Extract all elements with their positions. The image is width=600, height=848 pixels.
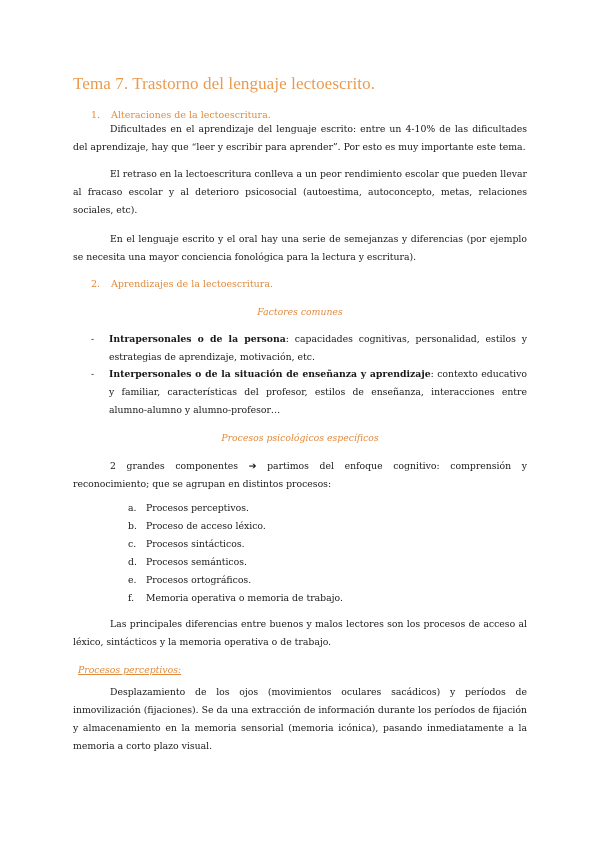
list-item: b. Proceso de acceso léxico. bbox=[128, 521, 266, 532]
subheading-procesos-perceptivos: Procesos perceptivos: bbox=[78, 665, 182, 676]
subheading-factores-comunes: Factores comunes bbox=[257, 307, 343, 318]
section-number: 1. bbox=[91, 110, 101, 121]
list-item: e. Procesos ortográficos. bbox=[128, 575, 252, 586]
paragraph: 2 grandes componentes ➔ partimos del enfoque cognitivo: comprensión y reconocimiento; que se agrupan en distintos procesos: bbox=[73, 461, 527, 490]
paragraph: El retraso en la lectoescritura conlleva a un peor rendimiento escolar que pueden llevar al fracaso escolar y al deterioro psicosocial (autoestima, autoconcepto, metas, relaciones sociales, etc). bbox=[73, 169, 527, 216]
section-label: Aprendizajes de la lectoescritura. bbox=[111, 279, 273, 290]
list-item: c. Procesos sintácticos. bbox=[128, 539, 245, 550]
list-item: - Intrapersonales o de la persona: capacidades cognitivas, personalidad, estilos y estrategias de aprendizaje, motivación, etc. bbox=[91, 334, 527, 363]
section-heading-1 bbox=[91, 110, 271, 121]
section-number: 2. bbox=[91, 279, 101, 290]
paragraph: Las principales diferencias entre buenos y malos lectores son los procesos de acceso al léxico, sintácticos y la memoria operativa o de trabajo. bbox=[73, 619, 527, 648]
list-item: a. Procesos perceptivos. bbox=[128, 503, 249, 514]
paragraph: En el lenguaje escrito y el oral hay una serie de semejanzas y diferencias (por ejemplo se necesita una mayor conciencia fonológica para la lectura y escritura). bbox=[73, 234, 527, 263]
document-title: Tema 7. Trastorno del lenguaje lectoescrito. bbox=[73, 74, 376, 93]
paragraph: Dificultades en el aprendizaje del lenguaje escrito: entre un 4-10% de las dificultades del aprendizaje, hay que “leer y escribir para aprender”. Por esto es muy importante este tema. bbox=[73, 124, 527, 153]
process-list bbox=[128, 500, 343, 608]
list-item: - Interpersonales o de la situación de enseñanza y aprendizaje: contexto educativo y familiar, características del profesor, estilos de enseñanza, interacciones entre alumno-alumno y alumno-profesor… bbox=[91, 369, 528, 416]
subheading-procesos-psicologicos: Procesos psicológicos específicos bbox=[221, 433, 379, 444]
section-heading-2 bbox=[91, 279, 273, 290]
list-item: d. Procesos semánticos. bbox=[128, 557, 247, 568]
section-label: Alteraciones de la lectoescritura. bbox=[111, 110, 271, 121]
paragraph: Desplazamiento de los ojos (movimientos oculares sacádicos) y períodos de inmovilización (fijaciones). Se da una extracción de información durante los períodos de fijación y almacenamiento en la memoria sensorial (memoria icónica), pasando inmediatamente a la memoria a corto plazo visual. bbox=[73, 687, 527, 752]
list-item: f. Memoria operativa o memoria de trabajo. bbox=[128, 593, 343, 604]
